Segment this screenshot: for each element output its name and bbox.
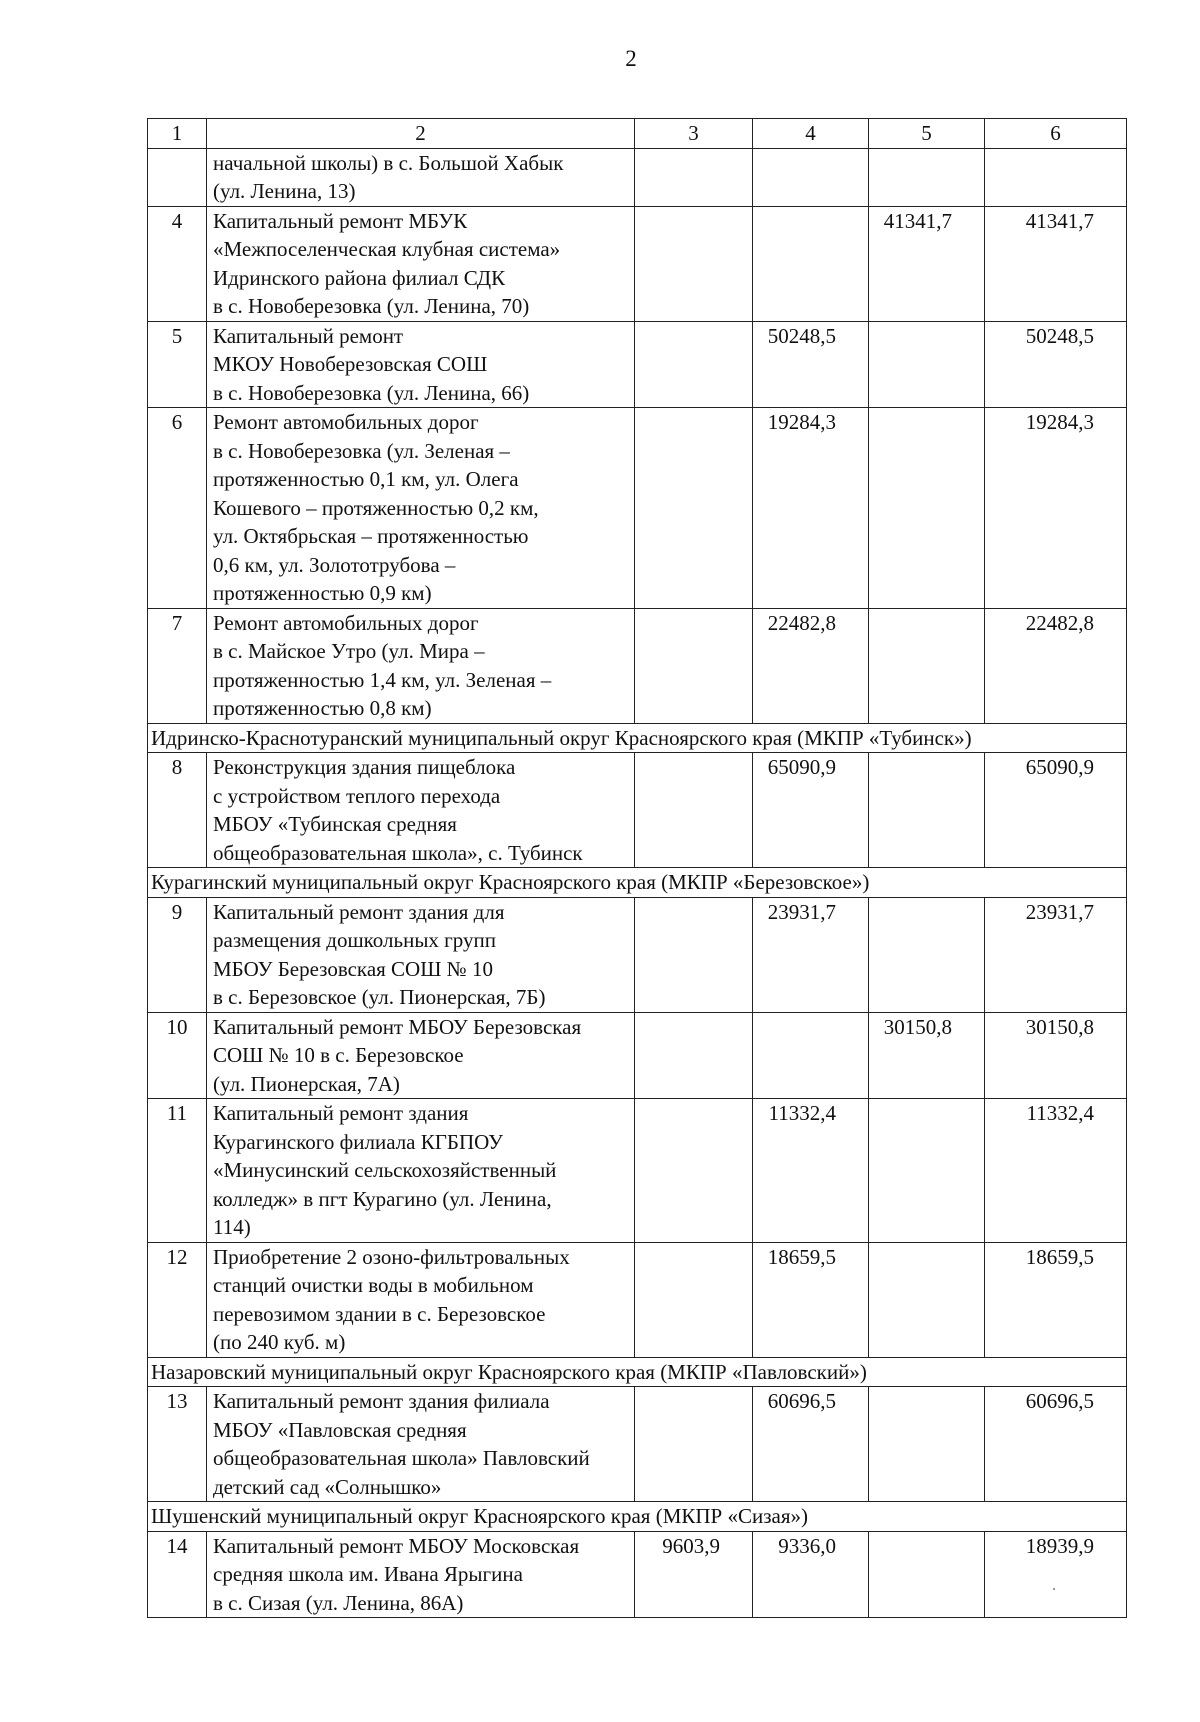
section-row xyxy=(148,1357,1127,1387)
object-name: Ремонт автомобильных дорог в с. Новоберезовка (ул. Зеленая – протяженностью 0,1 км, ул. Олега Кошевого – протяженностью 0,2 км, ул. Октябрьская – протяженностью 0,6 км, ул. Золототрубова – протяженностью 0,9 км) xyxy=(207,408,635,609)
object-name: Капитальный ремонт МБОУ Московская средняя школа им. Ивана Ярыгина в с. Сизая (ул. Ленина, 86А) xyxy=(207,1531,635,1618)
table-row xyxy=(148,897,1127,1012)
value-col-3 xyxy=(635,608,753,723)
value-col-4: 50248,5 xyxy=(753,321,869,408)
object-name: начальной школы) в с. Большой Хабык (ул. Ленина, 13) xyxy=(207,148,635,206)
value-col-3 xyxy=(635,753,753,868)
row-number: 4 xyxy=(148,206,207,321)
header-row xyxy=(148,119,1127,149)
value-col-6: 22482,8 xyxy=(985,608,1127,723)
table-row xyxy=(148,1387,1127,1502)
table-row xyxy=(148,148,1127,206)
section-title: Назаровский муниципальный округ Красноярского края (МКПР «Павловский») xyxy=(148,1357,1127,1387)
value-col-6: 60696,5 xyxy=(985,1387,1127,1502)
value-col-3 xyxy=(635,1242,753,1357)
value-col-6: 18939,9 xyxy=(985,1531,1127,1618)
row-number: 13 xyxy=(148,1387,207,1502)
value-col-4 xyxy=(753,148,869,206)
value-col-5 xyxy=(869,1099,985,1243)
table-row xyxy=(148,1531,1127,1618)
row-number xyxy=(148,148,207,206)
value-col-4 xyxy=(753,1012,869,1099)
value-col-6: 41341,7 xyxy=(985,206,1127,321)
column-header: 3 xyxy=(635,119,753,149)
value-col-4: 19284,3 xyxy=(753,408,869,609)
value-col-6: 19284,3 xyxy=(985,408,1127,609)
table-row xyxy=(148,608,1127,723)
page-number: 2 xyxy=(625,46,637,71)
value-col-6: 50248,5 xyxy=(985,321,1127,408)
table-body xyxy=(148,119,1127,1618)
value-col-5: 30150,8 xyxy=(869,1012,985,1099)
value-col-3 xyxy=(635,1012,753,1099)
scan-speck xyxy=(1053,1588,1055,1590)
value-col-4 xyxy=(753,206,869,321)
value-col-6: 18659,5 xyxy=(985,1242,1127,1357)
row-number: 5 xyxy=(148,321,207,408)
section-row xyxy=(148,868,1127,898)
table-row xyxy=(148,1012,1127,1099)
value-col-3 xyxy=(635,321,753,408)
value-col-3: 9603,9 xyxy=(635,1531,753,1618)
table-row xyxy=(148,206,1127,321)
object-name: Капитальный ремонт здания Курагинского филиала КГБПОУ «Минусинский сельскохозяйственный колледж» в пгт Курагино (ул. Ленина, 114) xyxy=(207,1099,635,1243)
value-col-5 xyxy=(869,321,985,408)
row-number: 10 xyxy=(148,1012,207,1099)
section-row xyxy=(148,723,1127,753)
object-name: Капитальный ремонт МКОУ Новоберезовская СОШ в с. Новоберезовка (ул. Ленина, 66) xyxy=(207,321,635,408)
section-row xyxy=(148,1502,1127,1532)
value-col-4: 9336,0 xyxy=(753,1531,869,1618)
value-col-5 xyxy=(869,608,985,723)
column-header: 5 xyxy=(869,119,985,149)
object-name: Капитальный ремонт здания для размещения дошкольных групп МБОУ Березовская СОШ № 10 в с. Березовское (ул. Пионерская, 7Б) xyxy=(207,897,635,1012)
value-col-3 xyxy=(635,1387,753,1502)
value-col-6: 23931,7 xyxy=(985,897,1127,1012)
column-header: 1 xyxy=(148,119,207,149)
value-col-4: 22482,8 xyxy=(753,608,869,723)
value-col-5 xyxy=(869,408,985,609)
column-header: 4 xyxy=(753,119,869,149)
value-col-4: 11332,4 xyxy=(753,1099,869,1243)
object-name: Капитальный ремонт МБОУ Березовская СОШ № 10 в с. Березовское (ул. Пионерская, 7А) xyxy=(207,1012,635,1099)
value-col-5 xyxy=(869,1531,985,1618)
row-number: 11 xyxy=(148,1099,207,1243)
value-col-6: 65090,9 xyxy=(985,753,1127,868)
section-title: Курагинский муниципальный округ Красноярского края (МКПР «Березовское») xyxy=(148,868,1127,898)
column-header: 2 xyxy=(207,119,635,149)
row-number: 9 xyxy=(148,897,207,1012)
object-name: Ремонт автомобильных дорог в с. Майское Утро (ул. Мира – протяженностью 1,4 км, ул. Зеленая – протяженностью 0,8 км) xyxy=(207,608,635,723)
value-col-5: 41341,7 xyxy=(869,206,985,321)
value-col-5 xyxy=(869,148,985,206)
object-name: Приобретение 2 озоно-фильтровальных станций очистки воды в мобильном перевозимом здании в с. Березовское (по 240 куб. м) xyxy=(207,1242,635,1357)
object-name: Капитальный ремонт здания филиала МБОУ «Павловская средняя общеобразовательная школа» Павловский детский сад «Солнышко» xyxy=(207,1387,635,1502)
budget-table xyxy=(147,118,1127,1618)
row-number: 8 xyxy=(148,753,207,868)
value-col-6: 11332,4 xyxy=(985,1099,1127,1243)
value-col-3 xyxy=(635,148,753,206)
value-col-3 xyxy=(635,1099,753,1243)
value-col-3 xyxy=(635,206,753,321)
table-row xyxy=(148,753,1127,868)
object-name: Капитальный ремонт МБУК «Межпоселенческая клубная система» Идринского района филиал СДК в с. Новоберезовка (ул. Ленина, 70) xyxy=(207,206,635,321)
row-number: 14 xyxy=(148,1531,207,1618)
value-col-3 xyxy=(635,897,753,1012)
table-row xyxy=(148,1099,1127,1243)
value-col-5 xyxy=(869,897,985,1012)
value-col-4: 65090,9 xyxy=(753,753,869,868)
section-title: Идринско-Краснотуранский муниципальный округ Красноярского края (МКПР «Тубинск») xyxy=(148,723,1127,753)
value-col-5 xyxy=(869,1242,985,1357)
row-number: 12 xyxy=(148,1242,207,1357)
table-row xyxy=(148,321,1127,408)
table-row xyxy=(148,408,1127,609)
value-col-5 xyxy=(869,753,985,868)
value-col-3 xyxy=(635,408,753,609)
value-col-5 xyxy=(869,1387,985,1502)
object-name: Реконструкция здания пищеблока с устройством теплого перехода МБОУ «Тубинская средняя общеобразовательная школа», с. Тубинск xyxy=(207,753,635,868)
value-col-6: 30150,8 xyxy=(985,1012,1127,1099)
value-col-6 xyxy=(985,148,1127,206)
row-number: 6 xyxy=(148,408,207,609)
table-row xyxy=(148,1242,1127,1357)
row-number: 7 xyxy=(148,608,207,723)
column-header: 6 xyxy=(985,119,1127,149)
value-col-4: 18659,5 xyxy=(753,1242,869,1357)
value-col-4: 23931,7 xyxy=(753,897,869,1012)
section-title: Шушенский муниципальный округ Красноярского края (МКПР «Сизая») xyxy=(148,1502,1127,1532)
value-col-4: 60696,5 xyxy=(753,1387,869,1502)
